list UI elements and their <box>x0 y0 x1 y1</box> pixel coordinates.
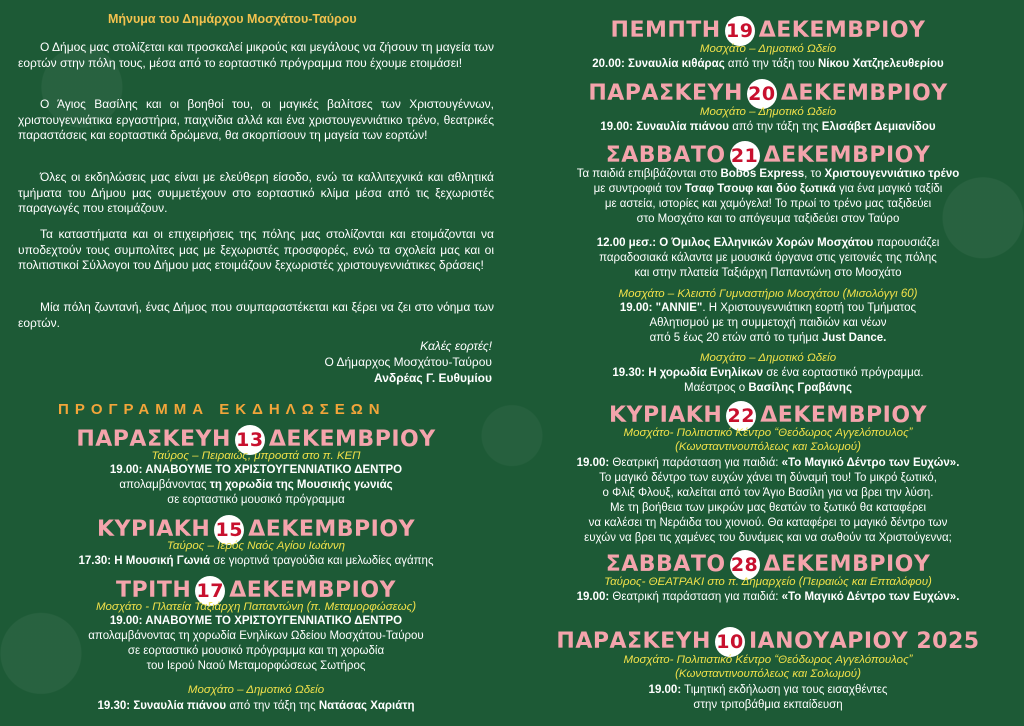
event-line <box>512 182 1024 197</box>
location-10: Μοσχάτο- Πολιτιστικό Κέντρο “Θεόδωρος Αγγελόπουλος” <box>623 654 913 666</box>
weekday: ΤΡΙΤΗ <box>116 578 192 603</box>
event-text: Ελισάβετ Δεμιανίδου <box>821 121 936 133</box>
event-text: 19.00: <box>648 684 682 696</box>
location-17: Μοσχάτο - Πλατεία Ταξιάρχη Παπαντώνη (π. Μεταμορφώσεως) <box>95 601 417 613</box>
message-paragraph-3: Όλες οι εκδηλώσεις μας είναι με ελεύθερη είσοδο, ενώ τα καλλιτεχνικά και αθλητικά τμήματα του Δήμου μας συμμετέχουν στο εορταστικό κλίμα μέσα από τις ξεχωριστές παραγωγές που ετοιμάζουν. <box>18 170 494 215</box>
event-text: 19.00: <box>576 457 610 469</box>
weekday: ΚΥΡΙΑΚΗ <box>96 517 211 542</box>
event-line <box>0 614 512 629</box>
month: ΔΕΚΕΜΒΡΙΟΥ <box>763 143 931 168</box>
event-line: Με τη βοήθεια των μικρών μας θεατών το ξωτικό θα καταφέρει <box>609 502 927 514</box>
date-number-badge: 28 <box>730 550 760 580</box>
event-line: απολαμβάνοντας τη χορωδία Ενηλίκων Ωδείου Μοσχάτου-Ταύρου <box>88 630 424 642</box>
event-line <box>512 331 1024 346</box>
event-text: από την τάξη του <box>724 58 818 70</box>
event-text: για ένα μαγικό ταξίδι <box>835 183 943 195</box>
event-line <box>512 381 1024 396</box>
location-21c: Μοσχάτο – Δημοτικό Ωδείο <box>699 352 837 364</box>
event-text: 19.30: Συναυλία πιάνου <box>97 700 227 712</box>
event-text: με συντροφιά τον <box>593 183 685 195</box>
date-number-badge: 15 <box>214 515 244 545</box>
event-line <box>0 699 512 714</box>
message-paragraph-2: Ο Άγιος Βασίλης και οι βοηθοί του, οι μαγικές βαλίτσες των Χριστουγέννων, χριστουγεννιάτικα εργαστήρια, παιχνίδια αλλά και ένα χριστουγεννιάτικο τρένο, θεατρικές παραστάσεις και εορταστικά δρώμενα, θα σκορπίσουν τη μαγεία των εορτών! <box>18 97 494 142</box>
weekday: ΠΑΡΑΣΚΕΥΗ <box>556 629 711 654</box>
event-line: σε εορταστικό μουσικό πρόγραμμα και τη χορωδία <box>127 645 385 657</box>
month: ΔΕΚΕΜΒΡΙΟΥ <box>763 552 931 577</box>
event-line: παραδοσιακά κάλαντα με μουσικά όργανα στις γειτονιές της πόλης <box>599 252 937 264</box>
event-text: 19.00: ΑΝΑΒΟΥΜΕ ΤΟ ΧΡΙΣΤΟΥΓΕΝΝΙΑΤΙΚΟ ΔΕΝΤΡΟ <box>109 615 403 627</box>
location-22-detail: (Κωνσταντινουπόλεως και Σολωμού) <box>675 441 861 453</box>
event-line <box>0 463 512 478</box>
event-text: 19.30: Η χορωδία Ενηλίκων <box>612 367 764 379</box>
event-text: Νατάσας Χαριάτη <box>318 700 415 712</box>
event-text: Bobos Express <box>720 168 805 180</box>
weekday: ΚΥΡΙΑΚΗ <box>608 403 723 428</box>
event-text: από την τάξη της <box>729 121 822 133</box>
event-line: Αθλητισμού με τη συμμετοχή παιδιών και νέων <box>649 317 887 329</box>
event-text: απολαμβάνοντας <box>119 479 210 491</box>
date-number-badge: 20 <box>747 79 777 109</box>
event-text: 17.30: Η Μουσική Γωνιά <box>78 555 211 567</box>
event-text: από την τάξη της <box>226 700 319 712</box>
event-text: 19.00: ΑΝΑΒΟΥΜΕ ΤΟ ΧΡΙΣΤΟΥΓΕΝΝΙΑΤΙΚΟ ΔΕΝΤΡΟ <box>109 464 403 476</box>
event-line: στην τριτοβάθμια εκπαίδευση <box>693 699 843 711</box>
location-28: Ταύρος- ΘΕΑΤΡΑΚΙ στο π. Δημαρχείο (Πειραιώς και Επταλόφου) <box>604 576 932 588</box>
event-text: 12.00 μεσ.: Ο Όμιλος Ελληνικών Χορών Μοσχάτου <box>596 237 874 249</box>
date-number-badge: 10 <box>715 627 745 657</box>
mayor-role: Ο Δήμαρχος Μοσχάτου-Ταύρου <box>324 355 492 369</box>
month: ΔΕΚΕΜΒΡΙΟΥ <box>268 427 436 452</box>
location-10-detail: (Κωνσταντινουπόλεως και Σολωμού) <box>675 668 861 680</box>
location-17b: Μοσχάτο – Δημοτικό Ωδείο <box>187 684 325 696</box>
weekday: ΠΕΜΠΤΗ <box>610 18 721 43</box>
event-text: Θεατρική παράσταση για παιδιά: <box>609 591 782 603</box>
event-text: Τιμητική εκδήλωση για τους εισαχθέντες <box>681 684 888 696</box>
event-text: Βασίλης Γραβάνης <box>748 382 852 394</box>
event-line: με αστεία, ιστορίες και χαμόγελα! Το πρωί το τρένο μας ταξιδεύει <box>604 198 932 210</box>
message-paragraph-4: Τα καταστήματα και οι επιχειρήσεις της πόλης μας στολίζονται και ετοιμάζονται να υποδεχτούν τους συμπολίτες μας με ξεχωριστές προσφορές, ενώ τα σχολεία μας και οι πολιτιστικοί Σύλλογοι του Δήμου μας ετοιμάζουν ξεχωριστές χριστουγεννιάτικες δράσεις! <box>18 227 494 272</box>
event-text: σε γιορτινά τραγούδια και μελωδίες αγάπης <box>210 555 434 567</box>
event-text: τη χορωδία της Μουσικής γωνιάς <box>209 479 393 491</box>
event-text: Θεατρική παράσταση για παιδιά: <box>609 457 782 469</box>
event-text: , το <box>804 168 825 180</box>
month: ΔΕΚΕΜΒΡΙΟΥ <box>760 403 927 428</box>
message-paragraph-5: Μία πόλη ζωντανή, ένας Δήμος που συμπαραστέκεται και ξέρει να ζει στο νόημα των εορτών. <box>18 300 494 330</box>
month: ΔΕΚΕΜΒΡΙΟΥ <box>229 578 396 603</box>
event-line <box>512 301 1024 316</box>
location-20: Μοσχάτο – Δημοτικό Ωδείο <box>699 106 837 118</box>
event-line <box>512 683 1024 698</box>
event-line: σε εορταστικό μουσικό πρόγραμμα <box>167 494 345 506</box>
month: ΔΕΚΕΜΒΡΙΟΥ <box>248 517 415 542</box>
location-19: Μοσχάτο – Δημοτικό Ωδείο <box>699 43 837 55</box>
event-text: Τσαφ Τσουφ και δύο ξωτικά <box>684 183 836 195</box>
location-21b: Μοσχάτο – Κλειστό Γυμναστήριο Μοσχάτου (Μισολόγγι 60) <box>618 288 918 300</box>
event-line: και στην πλατεία Ταξιάρχη Παπαντώνη στο Μοσχάτο <box>634 267 902 279</box>
event-line <box>512 236 1024 251</box>
date-number-badge: 22 <box>726 401 756 431</box>
month: ΔΕΚΕΜΒΡΙΟΥ <box>780 81 948 106</box>
event-line <box>0 478 512 493</box>
event-text: από 5 έως 20 ετών από το τμήμα <box>649 332 822 344</box>
month: ΔΕΚΕΜΒΡΙΟΥ <box>758 18 926 43</box>
month: ΙΑΝΟΥΑΡΙΟΥ 2025 <box>748 629 980 654</box>
event-text: Τα παιδιά επιβιβάζονται στο <box>576 168 721 180</box>
event-line: να καλέσει τη Νεράιδα του χιονιού. Θα καταφέρει το μαγικό δέντρο των <box>588 517 948 529</box>
weekday: ΣΑΒΒΑΤΟ <box>605 552 726 577</box>
event-line: Το μαγικό δέντρο των ευχών χάνει τη δύναμή του! Το μικρό ξωτικό, <box>599 472 937 484</box>
location-15: Ταύρος – Ιερός Ναός Αγίου Ιωάννη <box>166 540 346 552</box>
event-text: 20.00: Συναυλία κιθάρας <box>592 58 725 70</box>
location-22: Μοσχάτο- Πολιτιστικό Κέντρο “Θεόδωρος Αγγελόπουλος” <box>623 427 913 439</box>
event-text: σε ένα εορταστικό πρόγραμμα. <box>763 367 924 379</box>
event-line <box>512 57 1024 72</box>
event-text: . Η Χριστουγεννιάτικη εορτή του Τμήματος <box>702 302 917 314</box>
message-paragraph-1: Ο Δήμος μας στολίζεται και προσκαλεί μικρούς και μεγάλους να ζήσουν τη μαγεία των εορτών στην πόλη τους, μέσα από το εορταστικό πρόγραμμα που έχουμε ετοιμάσει! <box>18 40 494 70</box>
weekday: ΠΑΡΑΣΚΕΥΗ <box>76 427 231 452</box>
event-line <box>512 167 1024 182</box>
event-line: στο Μοσχάτο και το απόγευμα ταξιδεύει στον Ταύρο <box>636 213 900 225</box>
mayor-name: Ανδρέας Γ. Ευθυμίου <box>374 371 492 385</box>
event-line <box>512 120 1024 135</box>
event-line: του Ιερού Ναού Μεταμορφώσεως Σωτήρος <box>146 660 366 672</box>
event-text: Μαέστρος ο <box>684 382 749 394</box>
date-number-badge: 21 <box>730 141 760 171</box>
weekday: ΣΑΒΒΑΤΟ <box>605 143 726 168</box>
weekday: ΠΑΡΑΣΚΕΥΗ <box>588 81 743 106</box>
event-text: «Το Μαγικό Δέντρο των Ευχών». <box>781 591 960 603</box>
greeting: Καλές εορτές! <box>420 339 492 353</box>
message-title: Μήνυμα του Δημάρχου Μοσχάτου-Ταύρου <box>108 12 357 26</box>
event-text: Just Dance. <box>821 332 887 344</box>
date-number-badge: 19 <box>725 16 755 46</box>
date-number-badge: 17 <box>195 576 225 606</box>
event-text: 19.00: "ANNIE" <box>619 302 703 314</box>
event-line <box>512 456 1024 471</box>
event-text: «Το Μαγικό Δέντρο των Ευχών». <box>781 457 960 469</box>
event-text: 19.00: Συναυλία πιάνου <box>600 121 729 133</box>
event-text: Νίκου Χατζηελευθερίου <box>818 58 944 70</box>
date-number-badge: 13 <box>235 425 265 455</box>
event-text: παρουσιάζει <box>873 237 940 249</box>
event-line: ευχών να βρει τις χαμένες του δυνάμεις και να σωθούν τα Χριστούγεννα; <box>584 532 952 544</box>
location-13: Ταύρος – Πειραιώς, μπροστά στο π. ΚΕΠ <box>151 450 361 462</box>
event-line <box>512 366 1024 381</box>
event-text: Χριστουγεννιάτικο τρένο <box>824 168 960 180</box>
event-text: 19.00: <box>576 591 610 603</box>
event-line <box>512 590 1024 605</box>
event-line <box>0 554 512 569</box>
program-title: ΠΡΟΓΡΑΜΜΑ ΕΚΔΗΛΩΣΕΩΝ <box>58 401 386 418</box>
event-line: ο Φλιξ Φλουξ, καλείται από τον Άγιο Βασίλη για να βρει την λύση. <box>602 487 934 499</box>
